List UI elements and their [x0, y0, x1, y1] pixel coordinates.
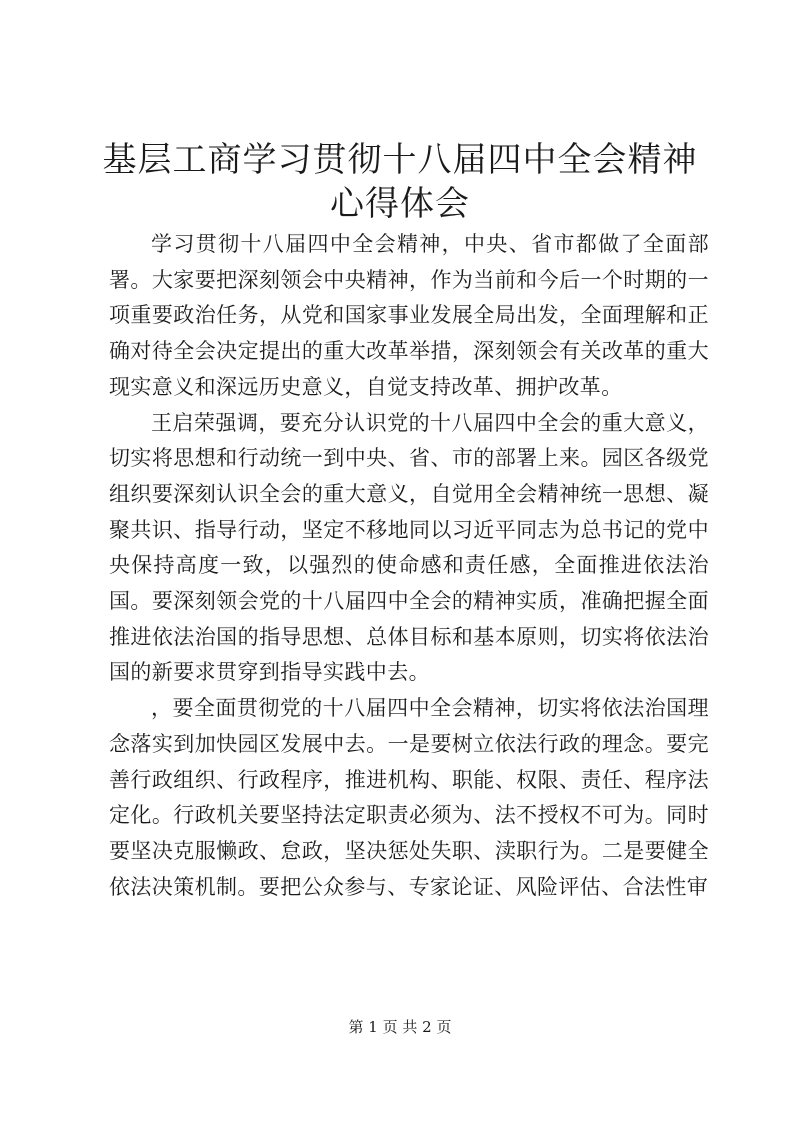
page-footer: 第 1 页 共 2 页: [348, 1018, 452, 1036]
paragraph-1: 学习贯彻十八届四中全会精神，中央、省市都做了全面部署。大家要把深刻领会中央精神，作为当前和今后一个时期的一项重要政治任务，从党和国家事业发展全局出发，全面理解和正确对待全会决定提出的重大改革举措，深刻领会有关改革的重大现实意义和深远历史意义，自觉支持改革、拥护改革。: [109, 232, 709, 399]
document-body: [109, 227, 709, 905]
paragraph-2: 王启荣强调，要充分认识党的十八届四中全会的重大意义，切实将思想和行动统一到中央、省、市的部署上来。园区各级党组织要深刻认识全会的重大意义，自觉用全会精神统一思想、凝聚共识、指导行动，坚定不移地同以习近平同志为总书记的党中央保持高度一致，以强烈的使命感和责任感，全面推进依法治国。要深刻领会党的十八届四中全会的精神实质，准确把握全面推进依法治国的指导思想、总体目标和基本原则，切实将依法治国的新要求贯穿到指导实践中去。: [109, 410, 709, 685]
document-title: 基层工商学习贯彻十八届四中全会精神心得体会: [102, 140, 698, 224]
paragraph-3: ，要全面贯彻党的十八届四中全会精神，切实将依法治国理念落实到加快园区发展中去。一是要树立依法行政的理念。要完善行政组织、行政程序，推进机构、职能、权限、责任、程序法定化。行政机关要坚持法定职责必须为、法不授权不可为。同时要坚决克服懒政、怠政，坚决惩处失职、渎职行为。二是要健全依法决策机制。要把公众参与、专家论证、风险评估、合法性审: [109, 696, 709, 899]
